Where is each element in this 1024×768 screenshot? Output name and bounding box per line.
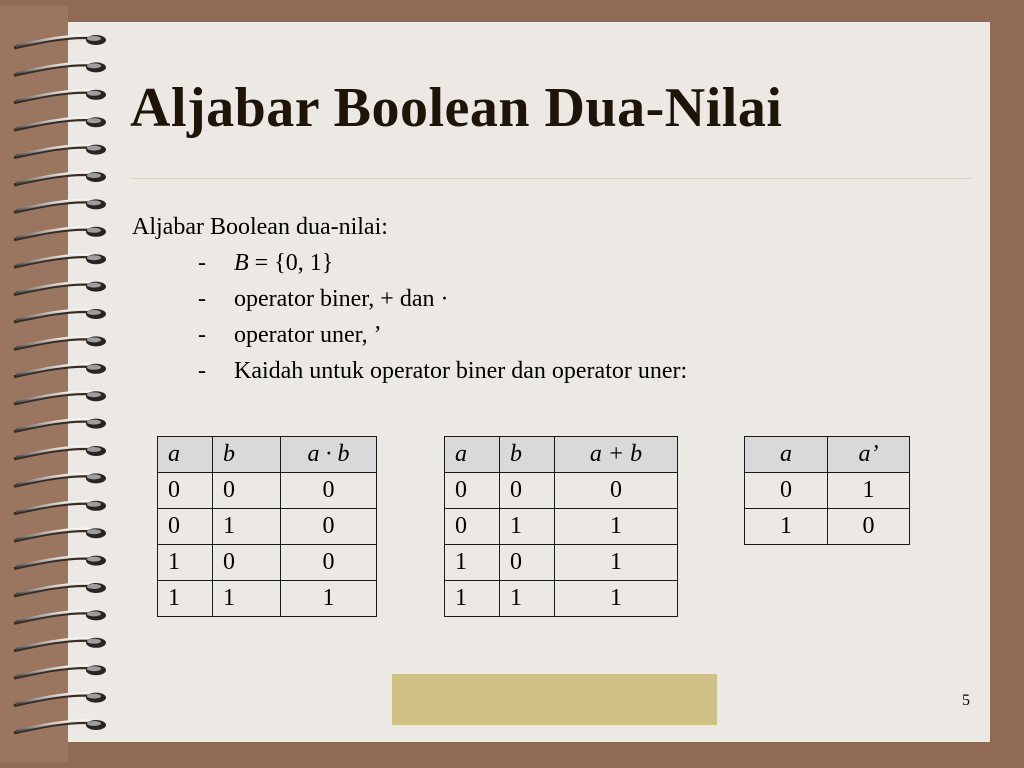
table-cell: 0 (745, 473, 828, 509)
table-header-cell: a (158, 437, 213, 473)
table-header-row (745, 437, 910, 473)
table-cell: 0 (281, 509, 377, 545)
table-cell: 0 (828, 509, 910, 545)
table-cell: 1 (445, 545, 500, 581)
table-cell: 1 (555, 581, 678, 617)
table-cell: 1 (828, 473, 910, 509)
table-header-cell: a + b (555, 437, 678, 473)
bullet-marker: - (198, 250, 206, 276)
table-row (445, 509, 678, 545)
bullet-marker: - (198, 322, 206, 348)
table-cell: 1 (158, 581, 213, 617)
table-header-cell: b (213, 437, 281, 473)
bullet-text: operator biner, + dan · (234, 286, 449, 312)
slide-title: Aljabar Boolean Dua-Nilai (130, 77, 783, 139)
table-row (745, 473, 910, 509)
table-row (445, 581, 678, 617)
table-row (158, 581, 377, 617)
table-cell: 1 (555, 545, 678, 581)
table-row (445, 473, 678, 509)
table-header-cell: a · b (281, 437, 377, 473)
table-cell: 0 (213, 473, 281, 509)
table-cell: 1 (213, 509, 281, 545)
table-cell: 1 (213, 581, 281, 617)
table-cell: 0 (158, 509, 213, 545)
page-number: 5 (962, 692, 970, 709)
table-cell: 1 (745, 509, 828, 545)
intro-text: Aljabar Boolean dua-nilai: (132, 214, 388, 240)
table-header-cell: a (445, 437, 500, 473)
table-cell: 1 (555, 509, 678, 545)
bullet-item-rules (198, 358, 687, 394)
and-truth-table (157, 436, 377, 617)
table-cell: 1 (281, 581, 377, 617)
bullet-text: Kaidah untuk operator biner dan operator uner: (234, 358, 688, 384)
table-cell: 1 (500, 509, 555, 545)
table-row (158, 545, 377, 581)
table-cell: 0 (445, 473, 500, 509)
bullet-item-binary (198, 286, 687, 322)
title-divider (130, 178, 972, 179)
bullet-list (198, 250, 687, 394)
table-header-row (445, 437, 678, 473)
bullet-marker: - (198, 286, 206, 312)
table-header-cell: a’ (828, 437, 910, 473)
table-cell: 0 (500, 545, 555, 581)
set-symbol: B (234, 250, 249, 276)
bullet-text: operator uner, ’ (234, 322, 382, 348)
table-header-row (158, 437, 377, 473)
or-truth-table (444, 436, 678, 617)
footer-decoration-box (392, 674, 717, 725)
table-cell: 0 (158, 473, 213, 509)
table-cell: 0 (281, 473, 377, 509)
table-cell: 1 (500, 581, 555, 617)
table-row (745, 509, 910, 545)
table-cell: 0 (445, 509, 500, 545)
table-cell: 0 (500, 473, 555, 509)
bullet-marker: - (198, 358, 206, 384)
table-cell: 1 (158, 545, 213, 581)
table-cell: 0 (555, 473, 678, 509)
bullet-item-set (198, 250, 687, 286)
not-truth-table (744, 436, 910, 545)
table-cell: 0 (281, 545, 377, 581)
table-row (445, 545, 678, 581)
bullet-item-unary (198, 322, 687, 358)
table-cell: 0 (213, 545, 281, 581)
table-row (158, 473, 377, 509)
table-header-cell: a (745, 437, 828, 473)
set-definition: = {0, 1} (248, 250, 334, 276)
spiral-binding-icon (0, 0, 130, 768)
table-row (158, 509, 377, 545)
table-header-cell: b (500, 437, 555, 473)
table-cell: 1 (445, 581, 500, 617)
